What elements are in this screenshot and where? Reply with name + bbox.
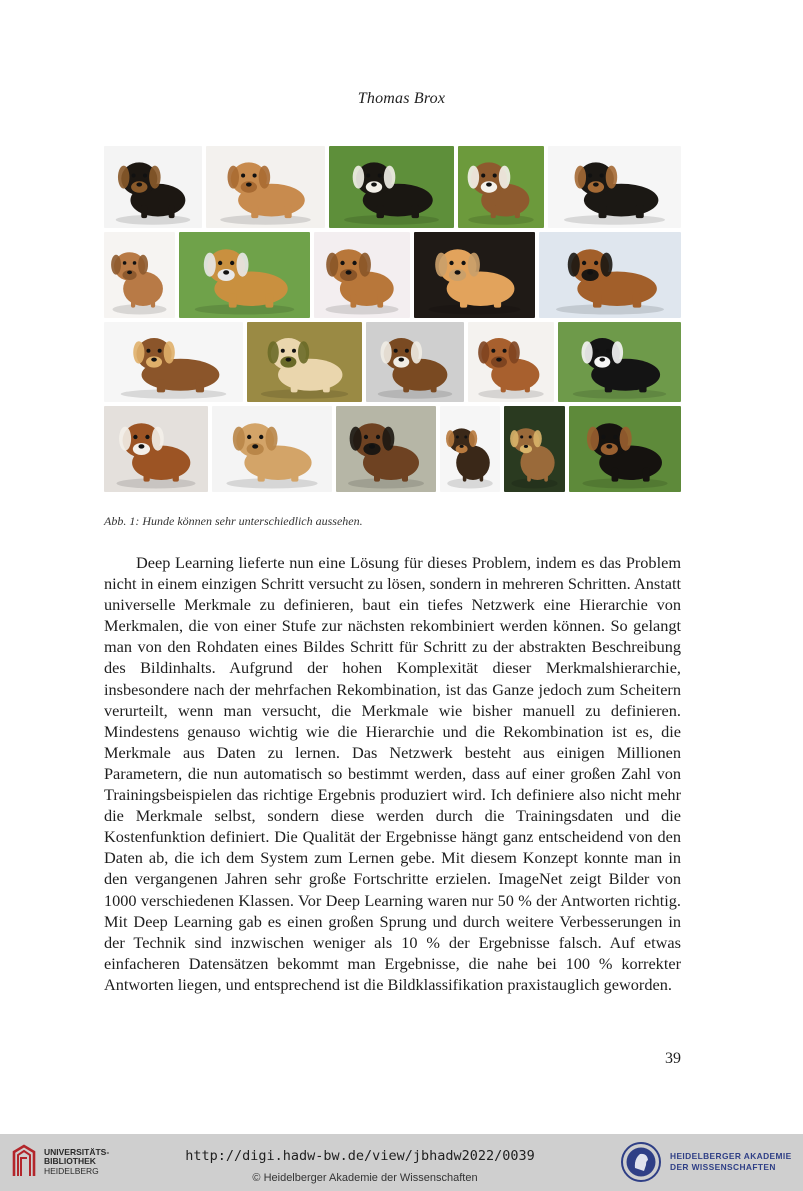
dog-photo [336, 406, 436, 492]
dog-photo [212, 406, 332, 492]
dog-photo [179, 232, 310, 318]
running-head: Thomas Brox [357, 90, 446, 107]
dog-photo [366, 322, 464, 402]
hadw-logo-line: HEIDELBERGER AKADEMIE [670, 1151, 792, 1161]
dog-photo [468, 322, 554, 402]
academy-seal-icon [620, 1141, 662, 1183]
dog-photo [414, 232, 535, 318]
dog-photo [504, 406, 565, 492]
permalink-url[interactable]: http://digi.hadw-bw.de/view/jbhadw2022/0039 [185, 1148, 535, 1164]
hadw-logo-line: DER WISSENSCHAFTEN [670, 1162, 776, 1172]
dog-photo [314, 232, 410, 318]
hadw-logo-text [670, 1151, 792, 1173]
ub-logo-line: HEIDELBERG [44, 1165, 99, 1176]
dog-photo [548, 146, 681, 228]
dog-photo [558, 322, 681, 402]
dog-photo [329, 146, 454, 228]
dog-photo [458, 146, 544, 228]
ub-logo-line: UNIVERSITÄTS- [44, 1146, 110, 1157]
dog-photo [569, 406, 681, 492]
dog-photo [104, 232, 175, 318]
body-paragraph: Deep Learning lieferte nun eine Lösung für dieses Problem, indem es das Problem nicht in einem einzigen Schritt versucht zu lösen, sondern in mehreren Schritten. Anstatt universelle Merkmale zu definieren, baut ein tiefes Netzwerk eine Hierarchie von Merkmalen, die von einer Stufe zur nächsten rekombiniert werden können. So gelangt man von den Rohdaten eines Bildes Schritt für Schritt zu der abstrakten Beschreibung des Bildinhalts. Aufgrund der hohen Komplexität dieser Merkmalshierarchie, insbesondere nach der mehrfachen Rekombination, ist das Ganze jedoch zum Scheitern verurteilt, wenn man versucht, die Merkmale wie bisher manuell zu definieren. Mindestens genauso wichtig wie die Hierarchie und die Rekombination ist es, die Merkmale aus Daten zu lernen. Das Netzwerk besteht aus einigen Millionen Parametern, die nun automatisch so bestimmt werden, dass auf einer großen Zahl von Trainingsbeispielen das richtige Ergebnis produziert wird. Ich definiere also nicht mehr die Merkmale selbst, sondern diese werden durch die Trainingsdaten und die Kostenfunktion definiert. Die Qualität der Ergebnisse hängt ganz entscheidend von den Daten ab, die ich dem System zum Lernen gebe. Mit diesem Konzept konnte man in den vergangenen Jahren sehr große Fortschritte erzielen. ImageNet zeigt Bilder von 1000 verschiedenen Klassen. Vor Deep Learning waren nur 50 % der Antworten richtig. Mit Deep Learning gab es einen großen Sprung und durch weitere Verbesserungen in der Technik sind inzwischen weniger als 10 % der Ergebnisse falsch. Auf etwas einfacheren Datensätzen bekommt man Ergebnisse, die nahe bei 100 % korrekter Antworten liegen, und entsprechend ist die Bildklassifikation praxistauglich geworden. [104, 553, 681, 994]
dog-photo [104, 406, 208, 492]
body-text [104, 552, 681, 995]
dog-photo [440, 406, 500, 492]
dog-photo [206, 146, 325, 228]
page-number: 39 [665, 1050, 681, 1067]
photo-row-4 [104, 406, 681, 492]
photo-row-1 [104, 146, 681, 228]
photo-row-3 [104, 322, 681, 402]
dog-photo [104, 322, 243, 402]
dog-photo [539, 232, 681, 318]
photo-row-2 [104, 232, 681, 318]
copyright-notice: © Heidelberger Akademie der Wissenschaften [252, 1172, 478, 1184]
hadw-logo[interactable] [620, 1141, 792, 1183]
footer-bar [0, 1134, 803, 1191]
dog-photo [104, 146, 202, 228]
ub-logo-line: BIBLIOTHEK [44, 1156, 96, 1167]
dog-photo-collage [104, 146, 681, 496]
dog-photo [247, 322, 362, 402]
figure-caption: Abb. 1: Hunde können sehr unterschiedlich aussehen. [104, 514, 363, 528]
